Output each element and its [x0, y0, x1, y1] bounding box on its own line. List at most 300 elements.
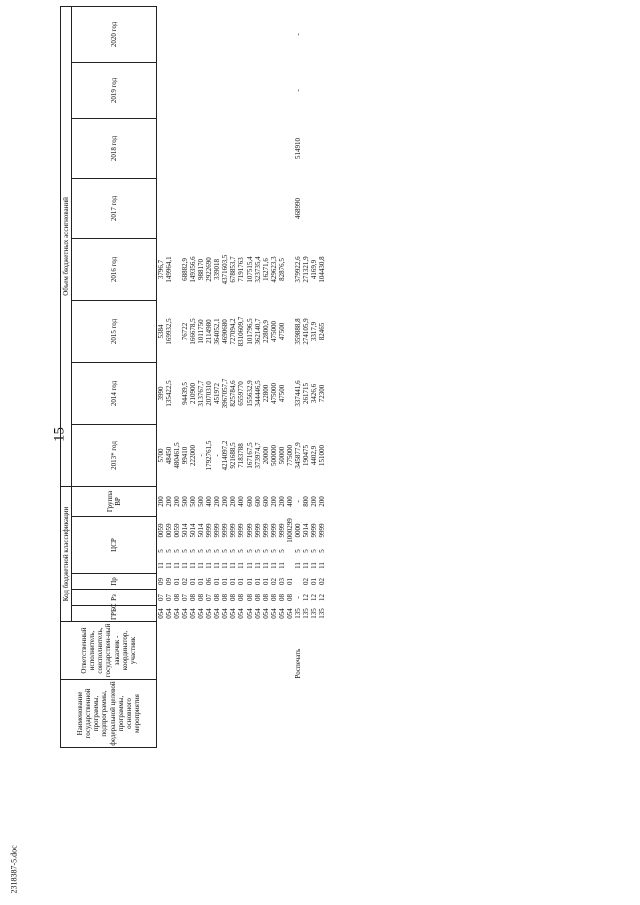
cell-resp	[302, 622, 310, 680]
header-2019: 2019 год	[72, 62, 157, 118]
cell-pr: 01	[253, 578, 262, 585]
cell-pr: 01	[197, 578, 206, 585]
cell-y2020	[310, 6, 318, 62]
cell-grbs: 054	[165, 608, 174, 619]
table-row	[310, 6, 318, 747]
cell-y2015	[286, 300, 294, 362]
cell-rz: -	[293, 596, 302, 599]
cell-y2018	[173, 118, 181, 178]
cell-name	[246, 680, 254, 748]
cell-c1: 11	[221, 562, 230, 569]
cell-grbs: 054	[253, 608, 262, 619]
rotated-table-wrapper	[60, 21, 326, 748]
cell-y2017	[237, 178, 245, 238]
cell-y2019	[262, 62, 270, 118]
cell-c3: 9999	[221, 523, 230, 538]
cell-y2020	[237, 6, 245, 62]
cell-y2017	[197, 178, 205, 238]
header-grbs: ГРБС	[72, 606, 157, 622]
cell-y2013: 4214097,2	[221, 440, 230, 471]
cell-y2019	[278, 62, 286, 118]
cell-y2017	[278, 178, 286, 238]
cell-y2019	[197, 62, 205, 118]
cell-vr: 400	[237, 496, 246, 507]
cell-c3: 9999	[213, 523, 222, 538]
cell-c1: 11	[173, 562, 182, 569]
cell-c2: 5	[301, 549, 310, 553]
cell-resp	[181, 622, 189, 680]
cell-grbs: 054	[181, 608, 190, 619]
cell-y2015: 1011750	[197, 319, 206, 344]
cell-y2014: 72300	[317, 384, 326, 403]
cell-y2016: 82876,5	[277, 258, 286, 281]
cell-c2: 5	[197, 549, 206, 553]
cell-y2017	[302, 178, 310, 238]
cell-y2018: 514910	[293, 137, 302, 159]
cell-grbs: 054	[229, 608, 238, 619]
cell-name	[278, 680, 286, 748]
table-row	[294, 6, 302, 747]
cell-y2013: 190475	[301, 444, 310, 466]
cell-c2: 5	[253, 549, 262, 553]
header-csr: ЦСР	[72, 517, 157, 574]
cell-y2018	[165, 118, 173, 178]
cell-y2020	[181, 6, 189, 62]
cell-y2015: 362140,7	[253, 318, 262, 345]
cell-c3: 5014	[181, 523, 190, 538]
cell-c2: 5	[181, 549, 190, 553]
cell-y2020	[197, 6, 205, 62]
cell-y2013: 5700	[157, 448, 165, 463]
table-row	[229, 6, 237, 747]
cell-vr: 400	[205, 496, 214, 507]
cell-name	[237, 680, 245, 748]
cell-y2020	[286, 6, 294, 62]
cell-y2016: 678853,7	[229, 256, 238, 283]
cell-y2014: 451972	[213, 382, 222, 404]
cell-c1: 11	[261, 562, 270, 569]
cell-y2015: 8310609,7	[237, 316, 246, 347]
cell-vr: 600	[261, 496, 270, 507]
cell-vr: 800	[301, 496, 310, 507]
cell-y2016: 104430,8	[317, 256, 326, 283]
cell-y2020: -	[293, 33, 302, 36]
cell-y2017	[181, 178, 189, 238]
cell-c3: 9999	[237, 523, 246, 538]
cell-y2019	[221, 62, 229, 118]
header-2020: 2020 год	[72, 6, 157, 62]
cell-y2014	[173, 362, 181, 424]
cell-y2019	[165, 62, 173, 118]
cell-pr: 02	[301, 578, 310, 585]
cell-rz: 08	[261, 594, 270, 601]
cell-c2: 5	[173, 549, 182, 553]
cell-y2014: 210900	[189, 382, 198, 404]
cell-rz: 12	[301, 594, 310, 601]
header-2014: 2014 год	[72, 362, 157, 424]
cell-grbs: 054	[245, 608, 254, 619]
cell-c1	[286, 558, 294, 574]
cell-y2013: 99410	[181, 446, 190, 465]
cell-y2018	[246, 118, 254, 178]
cell-y2014: 337441,6	[293, 380, 302, 407]
cell-vr: -	[293, 500, 302, 503]
cell-y2013: 7183788	[237, 443, 246, 468]
cell-pr: 09	[165, 578, 174, 585]
cell-y2020	[254, 6, 262, 62]
cell-c2: 5	[293, 549, 302, 553]
cell-grbs: 054	[221, 608, 230, 619]
cell-y2018	[310, 118, 318, 178]
cell-c3: 0059	[157, 523, 165, 538]
table-row	[278, 6, 286, 747]
cell-y2013: 50000	[277, 446, 286, 465]
cell-y2013: -	[213, 454, 222, 457]
cell-y2019	[302, 62, 310, 118]
cell-vr: 200	[229, 496, 238, 507]
cell-y2015	[173, 300, 181, 362]
cell-c1: 11	[293, 562, 302, 569]
cell-y2013: 480461,5	[173, 442, 182, 469]
header-2017: 2017 год	[72, 178, 157, 238]
header-2016: 2016 год	[72, 238, 157, 300]
cell-c3: 9999	[205, 523, 214, 538]
cell-resp	[237, 622, 245, 680]
cell-y2020	[205, 6, 213, 62]
cell-y2013: 222000	[189, 444, 198, 466]
cell-name	[318, 680, 326, 748]
cell-y2018	[318, 118, 326, 178]
cell-y2014: 3990	[157, 386, 165, 401]
header-pr: Пр	[72, 574, 157, 590]
cell-y2015: 101796,5	[245, 318, 254, 345]
cell-y2016	[173, 238, 181, 300]
cell-grbs: 054	[269, 608, 278, 619]
cell-c2: 5	[317, 549, 326, 553]
cell-c1: 11	[205, 562, 214, 569]
cell-y2014: 825784,6	[229, 380, 238, 407]
cell-vr: 200	[277, 496, 286, 507]
table-row	[157, 6, 166, 747]
header-responsible: Ответственный исполнитель, соисполнитель, государствен-ный заказчик - координатор, участник	[61, 622, 157, 680]
cell-y2013: 373974,7	[253, 442, 262, 469]
cell-rz: 08	[253, 594, 262, 601]
cell-c1: 11	[189, 562, 198, 569]
cell-name	[213, 680, 221, 748]
cell-y2020	[262, 6, 270, 62]
cell-resp	[165, 622, 173, 680]
cell-y2014: 475000	[269, 382, 278, 404]
cell-c3: 0059	[165, 523, 174, 538]
cell-c3: 9999	[261, 523, 270, 538]
cell-resp	[189, 622, 197, 680]
cell-y2019	[246, 62, 254, 118]
cell-y2014: 6559770	[237, 381, 246, 406]
cell-c2: 5	[277, 549, 286, 553]
cell-y2015: 359888,8	[293, 318, 302, 345]
cell-y2014: 3426,6	[309, 383, 318, 404]
cell-c3: 5014	[301, 523, 310, 538]
cell-c2: 5	[245, 549, 254, 553]
cell-vr: 400	[285, 496, 294, 507]
cell-name	[286, 680, 294, 748]
cell-y2013: -	[197, 454, 206, 457]
cell-y2016: 16271,6	[261, 258, 270, 281]
cell-resp	[254, 622, 262, 680]
cell-grbs: 135	[301, 608, 310, 619]
cell-rz: 08	[277, 594, 286, 601]
cell-pr: 02	[269, 578, 278, 585]
cell-y2013: 4402,9	[309, 445, 318, 466]
cell-vr: 200	[317, 496, 326, 507]
table-row	[254, 6, 262, 747]
cell-resp	[197, 622, 205, 680]
cell-grbs: 054	[277, 608, 286, 619]
cell-pr: 01	[285, 578, 294, 585]
cell-y2018	[205, 118, 213, 178]
cell-c3: 5014	[197, 523, 206, 538]
cell-y2017	[229, 178, 237, 238]
cell-rz: 08	[173, 594, 182, 601]
cell-y2018	[286, 118, 294, 178]
cell-y2019	[310, 62, 318, 118]
cell-y2018	[181, 118, 189, 178]
cell-y2020	[221, 6, 229, 62]
cell-y2016: 149356,6	[189, 256, 198, 283]
cell-y2014: 22800	[261, 384, 270, 403]
cell-c2: 5	[205, 549, 214, 553]
cell-y2018	[237, 118, 245, 178]
cell-resp	[246, 622, 254, 680]
cell-y2015: 274105,9	[301, 318, 310, 345]
table-row	[165, 6, 173, 747]
cell-name	[221, 680, 229, 748]
cell-vr: 600	[253, 496, 262, 507]
cell-c2: 5	[165, 549, 174, 553]
cell-y2017	[318, 178, 326, 238]
cell-rz: 08	[189, 594, 198, 601]
cell-pr: 01	[189, 578, 198, 585]
cell-y2017	[254, 178, 262, 238]
cell-vr: 200	[213, 496, 222, 507]
cell-y2018	[197, 118, 205, 178]
cell-grbs: 054	[157, 608, 165, 619]
cell-y2016: 7191763	[237, 257, 246, 282]
cell-name	[173, 680, 181, 748]
cell-y2015: 22800,9	[261, 320, 270, 343]
cell-grbs: 135	[293, 608, 302, 619]
cell-name	[189, 680, 197, 748]
cell-c1: 11	[309, 562, 318, 569]
cell-c2: 5	[189, 549, 198, 553]
cell-y2018	[254, 118, 262, 178]
cell-resp	[157, 622, 166, 680]
header-rz: Рз	[72, 590, 157, 606]
cell-c3: 5014	[189, 523, 198, 538]
cell-vr: 200	[269, 496, 278, 507]
cell-y2014: 94439,5	[181, 382, 190, 405]
cell-y2016: 68882,9	[181, 258, 190, 281]
cell-y2020	[302, 6, 310, 62]
cell-rz: 07	[205, 594, 214, 601]
cell-grbs: 054	[205, 608, 214, 619]
cell-y2018	[221, 118, 229, 178]
cell-rz: 12	[317, 594, 326, 601]
cell-resp	[286, 622, 294, 680]
cell-y2020	[157, 6, 166, 62]
cell-c1: 11	[197, 562, 206, 569]
cell-grbs: 054	[285, 608, 294, 619]
cell-resp	[278, 622, 286, 680]
cell-c3: 9999	[253, 523, 262, 538]
cell-y2017	[310, 178, 318, 238]
cell-name	[165, 680, 173, 748]
cell-y2019	[286, 62, 294, 118]
cell-c3: 9999	[229, 523, 238, 538]
cell-c1: 11	[181, 562, 190, 569]
cell-pr: 01	[221, 578, 230, 585]
cell-name	[262, 680, 270, 748]
cell-y2015: 2114980	[205, 319, 214, 344]
cell-y2015: 76722	[181, 322, 190, 341]
cell-y2016: 2922690	[205, 257, 214, 282]
table-row	[173, 6, 181, 747]
cell-y2020	[246, 6, 254, 62]
cell-y2017	[246, 178, 254, 238]
table-body	[157, 6, 326, 747]
cell-c2: 5	[229, 549, 238, 553]
cell-vr: 500	[181, 496, 190, 507]
cell-resp	[310, 622, 318, 680]
cell-c2: 5	[237, 549, 246, 553]
cell-y2017	[165, 178, 173, 238]
cell-rz: 08	[269, 594, 278, 601]
cell-rz: 08	[221, 594, 230, 601]
cell-y2014: 313767,7	[197, 380, 206, 407]
cell-c2: 5	[213, 549, 222, 553]
cell-vr: 600	[245, 496, 254, 507]
cell-resp	[262, 622, 270, 680]
cell-y2017	[173, 178, 181, 238]
cell-y2019	[157, 62, 166, 118]
header-budget-code-group: Код бюджетной классификации	[61, 486, 72, 621]
cell-y2016: 149964,1	[165, 256, 174, 283]
cell-c2	[286, 545, 294, 558]
cell-c1: 11	[165, 562, 174, 569]
cell-c1: 11	[245, 562, 254, 569]
cell-y2016: 323735,4	[253, 256, 262, 283]
cell-y2020	[278, 6, 286, 62]
cell-y2017	[262, 178, 270, 238]
cell-y2013: 167167,5	[245, 442, 254, 469]
cell-pr: 01	[173, 578, 182, 585]
cell-vr: 200	[165, 496, 174, 507]
cell-y2015: 5384	[157, 324, 165, 339]
cell-resp	[270, 622, 278, 680]
cell-y2019: -	[293, 89, 302, 92]
cell-pr: 01	[245, 578, 254, 585]
cell-c1: 11	[253, 562, 262, 569]
cell-resp	[229, 622, 237, 680]
cell-y2014: 2070310	[205, 381, 214, 406]
cell-grbs: 135	[309, 608, 318, 619]
table-row	[286, 6, 294, 747]
cell-y2020	[270, 6, 278, 62]
cell-y2014: 47500	[277, 384, 286, 403]
cell-y2017	[286, 178, 294, 238]
cell-y2019	[189, 62, 197, 118]
table-row	[237, 6, 245, 747]
cell-grbs: 054	[213, 608, 222, 619]
cell-vr: 200	[221, 496, 230, 507]
cell-y2016: 988170	[197, 258, 206, 280]
table-row	[246, 6, 254, 747]
cell-y2018	[157, 118, 166, 178]
cell-pr: 01	[309, 578, 318, 585]
cell-y2014: 261715	[301, 382, 310, 404]
table-row	[262, 6, 270, 747]
cell-y2013: 345877,9	[293, 442, 302, 469]
cell-pr: 02	[317, 578, 326, 585]
cell-pr	[294, 574, 302, 590]
cell-c1: 11	[277, 562, 286, 569]
cell-y2015: 475000	[269, 320, 278, 342]
cell-y2013: 500000	[269, 444, 278, 466]
cell-y2019	[318, 62, 326, 118]
cell-pr: 02	[181, 578, 190, 585]
cell-name	[205, 680, 213, 748]
cell-y2015: 169932,5	[165, 318, 174, 345]
cell-c1: 11	[269, 562, 278, 569]
cell-y2014: 344446,5	[253, 380, 262, 407]
cell-y2013: 48450	[165, 446, 174, 465]
cell-y2020	[165, 6, 173, 62]
header-volume-group: Объем бюджетных ассигнований	[61, 6, 72, 486]
cell-resp	[221, 622, 229, 680]
cell-c1: 11	[229, 562, 238, 569]
cell-vr: 200	[309, 496, 318, 507]
cell-c3: 9999	[317, 523, 326, 538]
page-number: 15	[51, 427, 68, 442]
cell-y2017	[157, 178, 166, 238]
cell-y2015: 166678,5	[189, 318, 198, 345]
cell-resp	[318, 622, 326, 680]
cell-y2019	[270, 62, 278, 118]
cell-grbs: 054	[197, 608, 206, 619]
cell-y2017	[205, 178, 213, 238]
table-row	[205, 6, 213, 747]
cell-y2018	[213, 118, 221, 178]
budget-table	[60, 6, 326, 748]
cell-pr: 01	[213, 578, 222, 585]
table-row	[213, 6, 221, 747]
cell-vr: 200	[173, 496, 182, 507]
cell-grbs: 054	[261, 608, 270, 619]
cell-vr: 500	[189, 496, 198, 507]
cell-y2013: 921688,5	[229, 442, 238, 469]
cell-y2020	[189, 6, 197, 62]
cell-rz: 08	[229, 594, 238, 601]
cell-rz: 08	[285, 594, 294, 601]
cell-y2020	[229, 6, 237, 62]
cell-name	[270, 680, 278, 748]
table-row	[270, 6, 278, 747]
cell-rz: 08	[213, 594, 222, 601]
cell-pr: 03	[277, 578, 286, 585]
cell-y2020	[213, 6, 221, 62]
cell-resp	[173, 622, 181, 680]
footer-doc-id: 2318387-5.doc	[9, 845, 19, 894]
